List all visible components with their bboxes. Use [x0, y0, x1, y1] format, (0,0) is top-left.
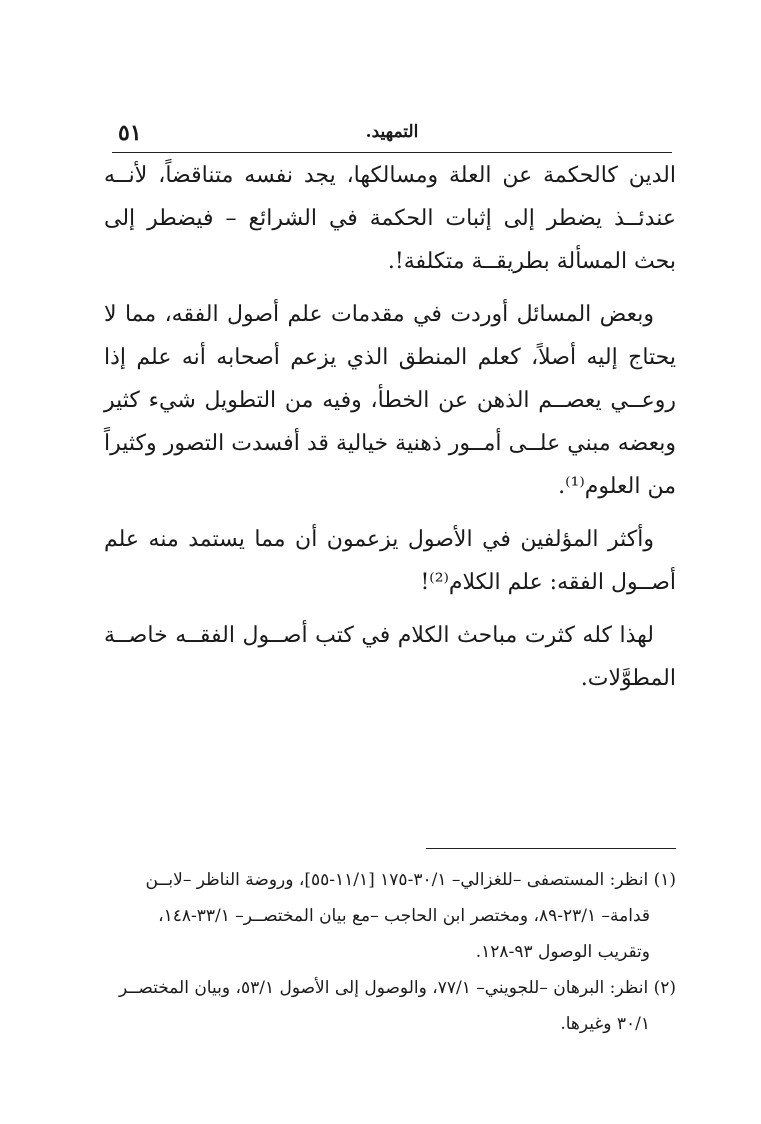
chapter-title: التمهيد. [365, 122, 419, 142]
footnote-1-line-1: (١) انظر: المستصفى –للغزالي– ٣٠/١-١٧٥ [١١/١-٥٥]، وروضة الناظر –لابــن [145, 870, 676, 890]
footnotes [104, 862, 676, 1042]
body-text [104, 154, 676, 710]
footnote-1-line-2: قدامة– ٢٣/١-٨٩، ومختصر ابن الحاجب –مع بيان المختصــر– ٣٣/١-١٤٨، [158, 906, 650, 926]
footnote-1-line-3: وتقريب الوصول ٩٣-١٢٨. [475, 942, 650, 962]
footnote-2-line-2: ٣٠/١ وغيرها. [560, 1014, 650, 1034]
running-header [112, 118, 672, 153]
page-number: ٥١ [118, 120, 142, 146]
footnote-2-line-1: (٢) انظر: البرهان –للجويني– ٧٧/١، والوصول إلى الأصول ٥٣/١، وبيان المختصــر [119, 978, 676, 998]
paragraph-1: الدين كالحكمة عن العلة ومسالكها، يجد نفسه متناقضاً، لأنــه عندئــذ يضطر إلى إثبات الحكمة في الشرائع – فيضطر إلى بحث المسألة بطريقــة متكلفة!. [104, 163, 676, 274]
paragraph-3: وأكثر المؤلفين في الأصول يزعمون أن مما يستمد منه علم أصــول الفقه: علم الكلام⁽²⁾! [104, 527, 676, 595]
footnote-divider [426, 848, 676, 849]
paragraph-2: وبعض المسائل أوردت في مقدمات علم أصول الفقه، مما لا يحتاج إليه أصلاً، كعلم المنطق الذي يزعم أصحابه أنه علم إذا روعــي يعصــم الذهن عن الخطأ، وفيه من التطويل شيء كثير وبعضه مبني علــى أمــور ذهنية خيالية قد أفسدت التصور وكثيراً من العلوم⁽¹⁾. [104, 302, 676, 499]
paragraph-4: لهذا كله كثرت مباحث الكلام في كتب أصــول الفقــه خاصــة المطوَّلات. [104, 623, 676, 691]
